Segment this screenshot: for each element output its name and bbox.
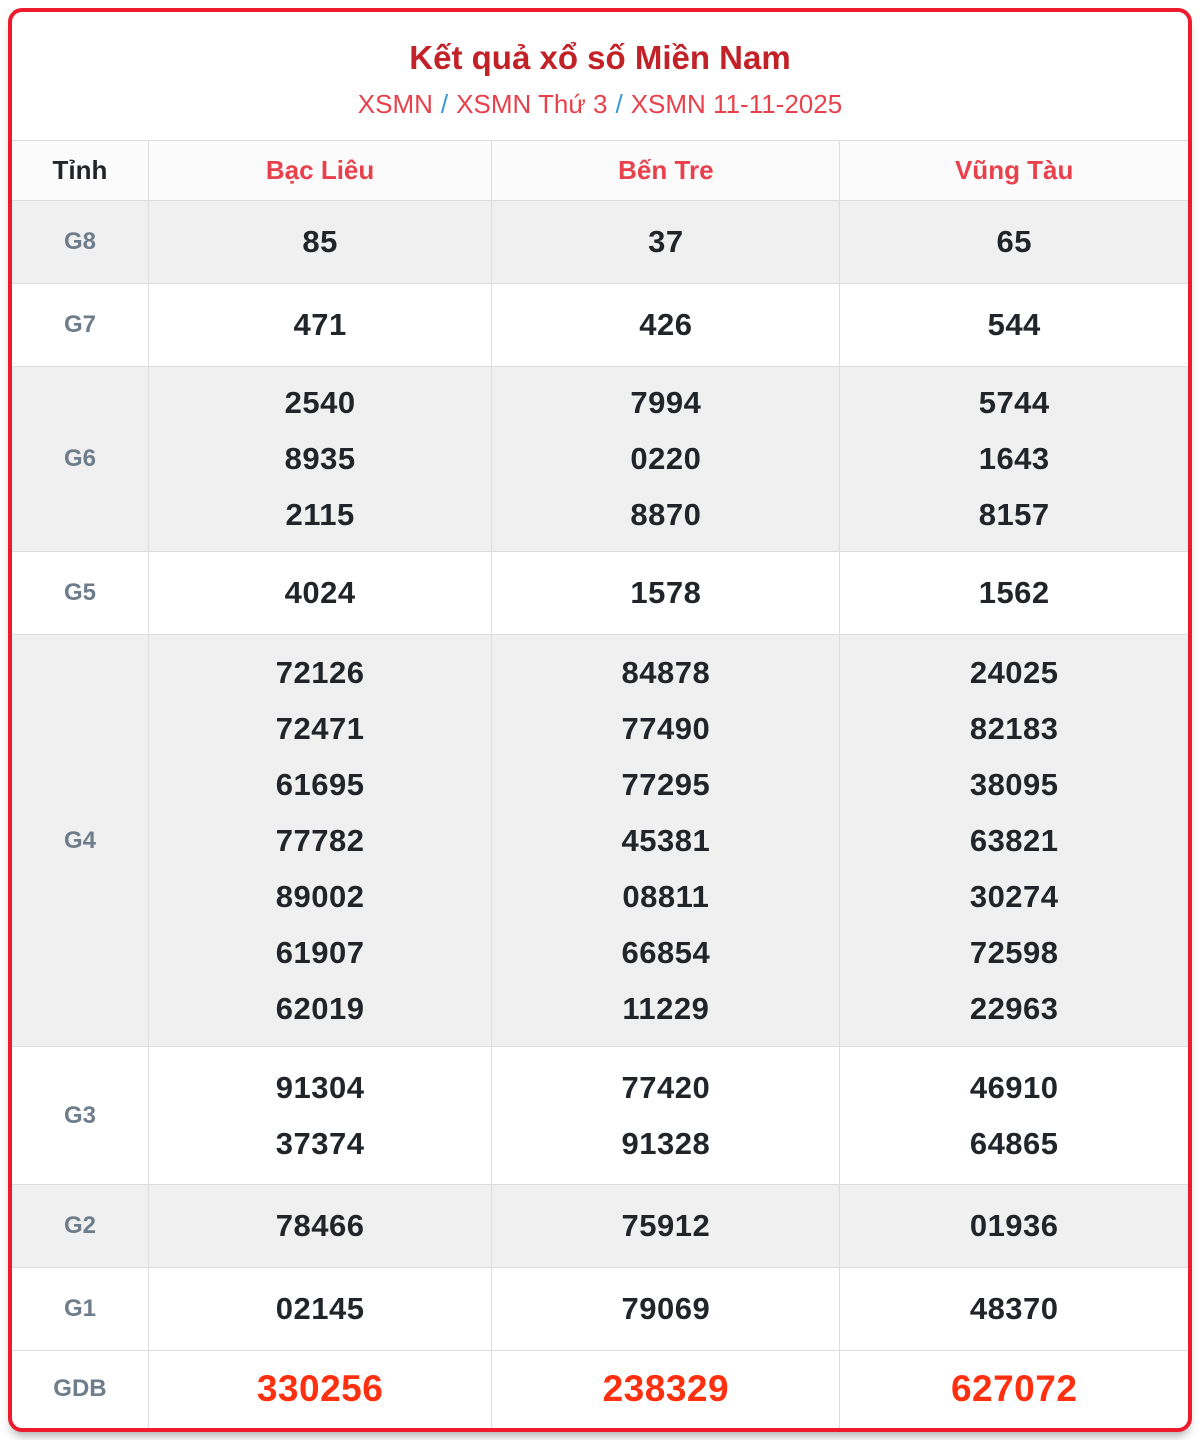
table-row-g2 <box>12 1185 1188 1268</box>
prize-label: GDB <box>12 1351 148 1428</box>
table-row-gdb <box>12 1351 1188 1428</box>
result-number: 8935 <box>284 441 356 476</box>
breadcrumb-link-xsmn[interactable]: XSMN <box>357 89 433 119</box>
table-header-row <box>12 141 1188 201</box>
result-number: 89002 <box>275 878 365 914</box>
jackpot-number: 330256 <box>256 1368 384 1410</box>
result-number: 2115 <box>285 497 355 532</box>
result-number: 77490 <box>621 710 711 746</box>
result-number: 61695 <box>275 766 365 802</box>
result-cell <box>492 1185 840 1268</box>
result-cell <box>840 367 1188 552</box>
result-cell <box>148 1268 491 1351</box>
result-number: 64865 <box>969 1125 1059 1161</box>
result-number: 61907 <box>275 934 365 970</box>
result-number: 46910 <box>969 1069 1059 1105</box>
result-number: 37374 <box>275 1125 365 1161</box>
result-cell <box>148 552 491 635</box>
result-cell <box>148 1185 491 1268</box>
result-cell <box>840 1268 1188 1351</box>
result-number: 24025 <box>969 654 1059 690</box>
result-number: 02145 <box>275 1291 365 1326</box>
result-cell <box>840 201 1188 284</box>
corner-header: Tỉnh <box>12 141 148 201</box>
result-number: 544 <box>987 307 1041 342</box>
table-row-g7 <box>12 284 1188 367</box>
result-number: 75912 <box>621 1208 711 1243</box>
province-header-bac-lieu[interactable]: Bạc Liêu <box>148 141 491 201</box>
result-number: 30274 <box>969 878 1059 914</box>
result-number: 5744 <box>978 385 1050 420</box>
result-cell <box>148 635 491 1047</box>
result-cell <box>148 1351 491 1428</box>
result-cell <box>492 284 840 367</box>
result-cell <box>492 1268 840 1351</box>
result-cell <box>492 635 840 1047</box>
prize-label: G5 <box>12 552 148 635</box>
result-cell <box>492 367 840 552</box>
breadcrumb-link-xsmn-date[interactable]: XSMN 11-11-2025 <box>630 89 843 119</box>
result-number: 4024 <box>284 575 356 610</box>
result-cell <box>148 201 491 284</box>
result-number: 22963 <box>969 990 1059 1026</box>
result-cell <box>840 284 1188 367</box>
result-number: 84878 <box>621 654 711 690</box>
result-number: 8870 <box>630 497 702 532</box>
result-number: 62019 <box>275 990 365 1026</box>
results-table <box>12 140 1188 1428</box>
result-cell <box>148 284 491 367</box>
result-number: 11229 <box>622 990 710 1026</box>
result-number: 72126 <box>275 654 365 690</box>
result-cell <box>840 552 1188 635</box>
breadcrumb <box>358 86 842 122</box>
result-cell <box>148 1047 491 1185</box>
result-number: 426 <box>639 307 693 342</box>
table-row-g6 <box>12 367 1188 552</box>
result-number: 77420 <box>621 1069 711 1105</box>
result-number: 72598 <box>969 934 1059 970</box>
prize-label: G1 <box>12 1268 148 1351</box>
card-header <box>12 12 1188 140</box>
result-number: 08811 <box>622 878 710 914</box>
prize-label: G2 <box>12 1185 148 1268</box>
prize-label: G8 <box>12 201 148 284</box>
result-number: 85 <box>302 224 338 259</box>
result-number: 82183 <box>969 710 1059 746</box>
table-row-g3 <box>12 1047 1188 1185</box>
result-number: 8157 <box>978 497 1050 532</box>
result-cell <box>148 367 491 552</box>
result-number: 2540 <box>284 385 356 420</box>
result-number: 38095 <box>969 766 1059 802</box>
result-number: 1578 <box>630 575 702 610</box>
result-cell <box>492 1047 840 1185</box>
breadcrumb-link-xsmn-thu-3[interactable]: XSMN Thứ 3 <box>456 89 608 119</box>
result-cell <box>492 1351 840 1428</box>
result-cell <box>492 201 840 284</box>
result-number: 1643 <box>978 441 1050 476</box>
jackpot-number: 238329 <box>602 1368 730 1410</box>
result-number: 91304 <box>275 1069 365 1105</box>
result-number: 01936 <box>969 1208 1059 1243</box>
lottery-results-card <box>8 8 1192 1432</box>
result-number: 77295 <box>621 766 711 802</box>
result-number: 72471 <box>275 710 365 746</box>
result-number: 77782 <box>275 822 365 858</box>
result-number: 79069 <box>621 1291 711 1326</box>
prize-label: G3 <box>12 1047 148 1185</box>
table-row-g5 <box>12 552 1188 635</box>
result-number: 48370 <box>969 1291 1059 1326</box>
result-number: 63821 <box>969 822 1059 858</box>
result-number: 1562 <box>978 575 1050 610</box>
result-number: 7994 <box>630 385 702 420</box>
result-number: 37 <box>648 224 684 259</box>
prize-label: G6 <box>12 367 148 552</box>
result-number: 471 <box>293 307 347 342</box>
result-number: 91328 <box>621 1125 711 1161</box>
result-cell <box>840 1185 1188 1268</box>
result-cell <box>492 552 840 635</box>
result-cell <box>840 635 1188 1047</box>
table-row-g1 <box>12 1268 1188 1351</box>
jackpot-number: 627072 <box>950 1368 1078 1410</box>
result-number: 45381 <box>621 822 711 858</box>
prize-label: G4 <box>12 635 148 1047</box>
province-header-ben-tre[interactable]: Bến Tre <box>492 141 840 201</box>
page-title: Kết quả xổ số Miền Nam <box>409 39 791 76</box>
breadcrumb-separator: / <box>615 89 623 119</box>
prize-label: G7 <box>12 284 148 367</box>
table-row-g4 <box>12 635 1188 1047</box>
table-row-g8 <box>12 201 1188 284</box>
breadcrumb-separator: / <box>440 89 449 119</box>
result-cell <box>840 1351 1188 1428</box>
result-number: 65 <box>996 224 1032 259</box>
province-header-vung-tau[interactable]: Vũng Tàu <box>840 141 1188 201</box>
result-number: 0220 <box>630 441 702 476</box>
result-number: 66854 <box>621 934 711 970</box>
result-number: 78466 <box>275 1208 365 1243</box>
result-cell <box>840 1047 1188 1185</box>
